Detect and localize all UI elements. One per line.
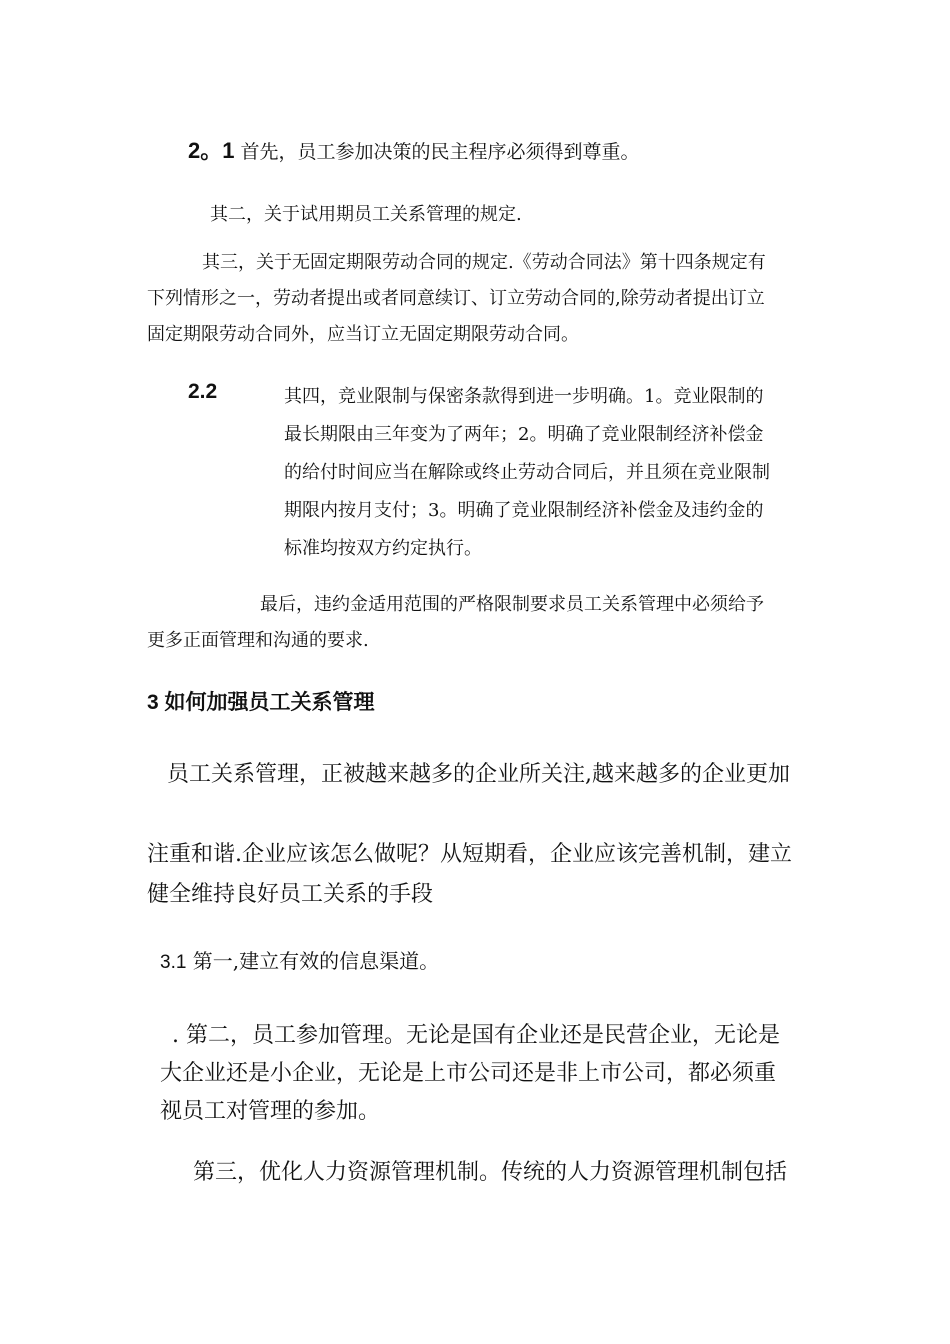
text-line: . 第二，员工参加管理。无论是国有企业还是民营企业，无论是 bbox=[172, 1023, 780, 1048]
paragraph-employee-participation bbox=[160, 1017, 780, 1131]
section-heading-3: 3 如何加强员工关系管理 bbox=[147, 691, 375, 714]
paragraph-employee-relations-cont bbox=[147, 835, 792, 915]
text-line: 大企业还是小企业，无论是上市公司还是非上市公司，都必须重 bbox=[160, 1061, 777, 1086]
paragraph-non-compete bbox=[284, 378, 770, 568]
paragraph-hr-mechanism: 第三，优化人力资源管理机制。传统的人力资源管理机制包括 bbox=[193, 1160, 788, 1185]
paragraph-text: 第一,建立有效的信息渠道。 bbox=[192, 949, 440, 973]
paragraph-3-1 bbox=[160, 945, 439, 974]
text-line: 期限内按月支付；3。明确了竞业限制经济补偿金及违约金的 bbox=[284, 500, 764, 521]
paragraph-penalty-scope bbox=[147, 587, 764, 659]
paragraph-text: 首先，员工参加决策的民主程序必须得到尊重。 bbox=[240, 141, 640, 163]
text-line: 注重和谐.企业应该怎么做呢？从短期看，企业应该完善机制，建立 bbox=[147, 842, 792, 867]
text-line: 最后，违约金适用范围的严格限制要求员工关系管理中必须给予 bbox=[260, 594, 764, 615]
section-number: 2。1 bbox=[188, 138, 235, 163]
text-line: 固定期限劳动合同外，应当订立无固定期限劳动合同。 bbox=[147, 324, 579, 345]
text-line: 更多正面管理和沟通的要求. bbox=[147, 630, 369, 651]
section-number: 3.1 bbox=[160, 952, 187, 973]
text-line: 其四，竞业限制与保密条款得到进一步明确。1。竞业限制的 bbox=[284, 386, 764, 407]
paragraph-trial-period: 其二，关于试用期员工关系管理的规定. bbox=[210, 204, 522, 225]
text-line: 下列情形之一，劳动者提出或者同意续订、订立劳动合同的,除劳动者提出订立 bbox=[147, 288, 765, 309]
paragraph-2-1 bbox=[188, 134, 640, 165]
text-line: 最长期限由三年变为了两年；2。明确了竞业限制经济补偿金 bbox=[284, 424, 764, 445]
paragraph-open-ended-contract bbox=[147, 245, 766, 353]
text-line: 视员工对管理的参加。 bbox=[160, 1099, 381, 1124]
text-line: 标准均按双方约定执行。 bbox=[284, 538, 482, 559]
text-line: 其三，关于无固定期限劳动合同的规定.《劳动合同法》第十四条规定有 bbox=[202, 252, 766, 273]
text-line: 的给付时间应当在解除或终止劳动合同后，并且须在竞业限制 bbox=[284, 462, 770, 483]
paragraph-employee-relations-intro bbox=[147, 755, 790, 795]
text-line: 健全维持良好员工关系的手段 bbox=[147, 882, 434, 907]
text-line: 员工关系管理，正被越来越多的企业所关注,越来越多的企业更加 bbox=[167, 762, 790, 787]
section-number-2-2: 2.2 bbox=[188, 380, 218, 403]
